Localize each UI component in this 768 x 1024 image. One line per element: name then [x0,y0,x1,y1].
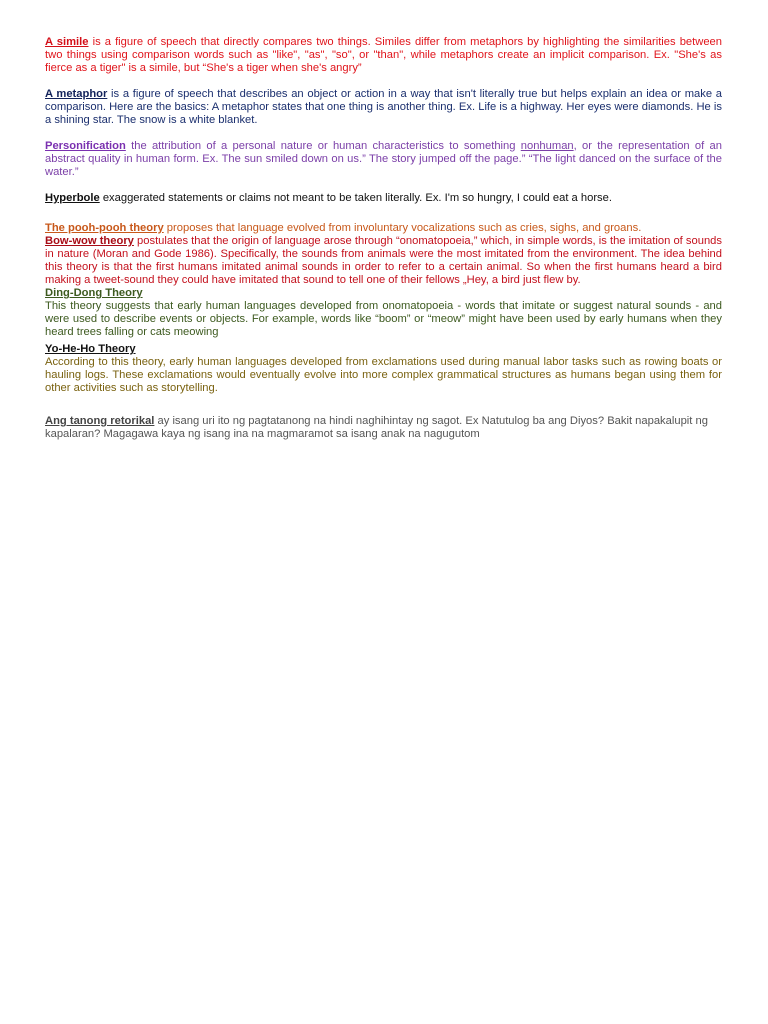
simile-term: A simile [45,36,89,48]
retorikal-paragraph [45,415,722,441]
bow-wow-term: Bow-wow theory [45,235,134,247]
personification-text-after: , or the representation of an abstract quality in human form. Ex. The sun smiled down on us.” The story jumped off the page.” “The light danced on the surface of the water.” [45,140,722,178]
personification-text-before: the attribution of a personal nature or human characteristics to something [125,140,521,152]
retorikal-term: Ang tanong retorikal [45,415,155,427]
hyperbole-text: exaggerated statements or claims not meant to be taken literally. Ex. I'm so hungry, I could eat a horse. [99,192,612,204]
bow-wow-paragraph [45,235,722,287]
retorikal-text: ay isang uri ito ng pagtatanong na hindi naghihintay ng sagot. Ex Natutulog ba ang Diyos? Bakit napakalupit ng kapalaran? Magagawa kaya ng isang ina na magmaramot sa isang anak na nagugutom [45,415,708,440]
ding-dong-heading: Ding-Dong Theory [45,287,143,299]
pooh-pooh-term: The pooh-pooh theory [45,222,164,234]
yo-he-ho-text: According to this theory, early human languages developed from exclamations used during manual labor tasks such as rowing boats or hauling logs. These exclamations would eventually evolve into more complex grammatical structures as humans began using them for other activities such as storytelling. [45,356,722,394]
personification-paragraph [45,140,722,179]
bow-wow-text: postulates that the origin of language arose through “onomatopoeia,” which, in simple words, is the imitation of sounds in nature (Moran and Gode 1986). Specifically, the sounds from animals were the most imitated from the environment. The idea behind this theory is that the first humans imitated animal sounds in order to refer to a certain animal. So when the first humans heard a bird making a tweet-sound they could have imitated that sound to tell one of their fellows „Hey, a bird just flew by. [45,235,722,286]
hyperbole-paragraph [45,192,722,205]
yo-he-ho-heading: Yo-He-Ho Theory [45,343,136,355]
metaphor-term: A metaphor [45,88,108,100]
pooh-pooh-paragraph [45,222,722,235]
hyperbole-term: Hyperbole [45,192,100,204]
metaphor-text: is a figure of speech that describes an object or action in a way that isn't literally true but helps explain an idea or make a comparison. Here are the basics: A metaphor states that one thing is another thing. Ex. Life is a highway. Her eyes were diamonds. He is a shining star. The snow is a white blanket. [45,88,722,126]
personification-term: Personification [45,140,126,152]
simile-text: is a figure of speech that directly compares two things. Similes differ from metaphors by highlighting the similarities between two things using comparison words such as "like", "as", "so", or "than", while metaphors create an implicit comparison. Ex. "She's as fierce as a tiger" is a simile, but “She's a tiger when she's angry” [45,36,722,74]
ding-dong-text: This theory suggests that early human languages developed from onomatopoeia - words that imitate or suggest natural sounds - and were used to describe events or objects. For example, words like “boom” or “meow” might have been used by early humans when they heard trees falling or cats meowing [45,300,722,338]
simile-paragraph [45,36,722,75]
document-page [45,36,722,441]
pooh-pooh-text: proposes that language evolved from involuntary vocalizations such as cries, sighs, and groans. [163,222,642,234]
nonhuman-link[interactable]: nonhuman [520,140,574,152]
metaphor-paragraph [45,88,722,127]
